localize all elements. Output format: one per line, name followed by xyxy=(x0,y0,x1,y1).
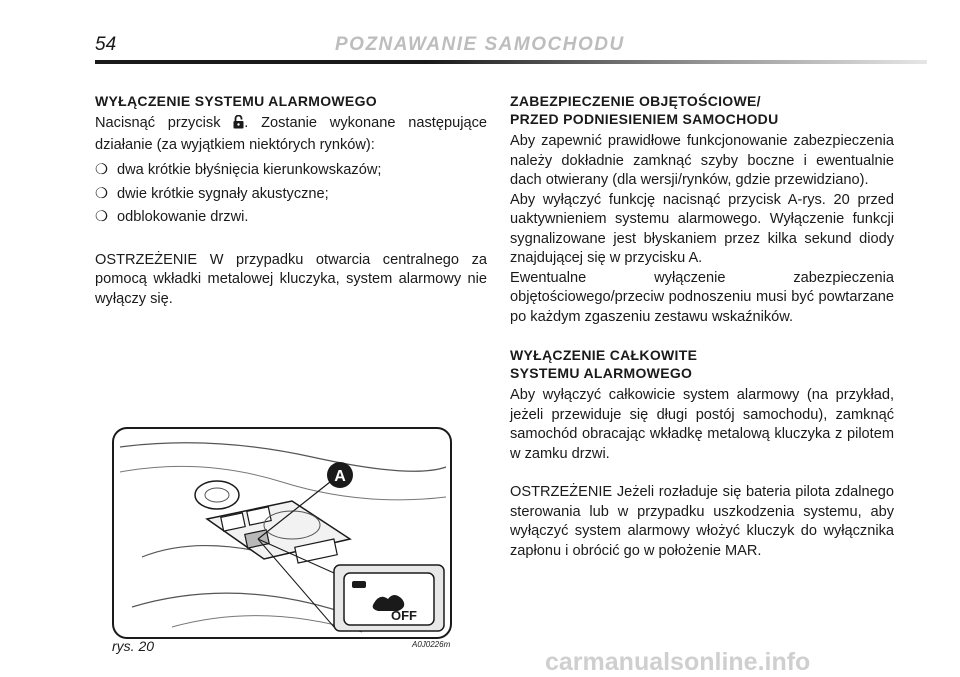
warning-paragraph xyxy=(510,483,894,561)
off-label: OFF xyxy=(391,608,417,623)
chapter-title: POZNAWANIE SAMOCHODU xyxy=(335,34,625,55)
intro-paragraph xyxy=(95,114,487,155)
list-item xyxy=(95,161,487,181)
ceiling-console-illustration xyxy=(112,427,452,639)
section-heading-alarm-off: WYŁĄCZENIE SYSTEMU ALARMOWEGO xyxy=(95,93,377,109)
paragraph: Aby zapewnić prawidłowe funkcjonowanie zabezpieczenia należy dokładnie zamknąć szyby boczne i ewentualnie dach otwierany (dla wersji/rynków, gdzie przewidziano). xyxy=(510,133,894,188)
right-column xyxy=(510,92,894,561)
spacer xyxy=(95,232,487,251)
page-number: 54 xyxy=(95,34,117,55)
heading-line: ZABEZPIECZENIE OBJĘTOŚCIOWE/ xyxy=(510,93,761,109)
page-header xyxy=(95,30,927,70)
warning-label: OSTRZEŻENIE xyxy=(510,484,613,500)
intro-text-b: . Zostanie wykonane następujące działanie (za wyjątkiem niektórych rynków): xyxy=(95,115,487,153)
led-indicator xyxy=(352,581,366,588)
list-item-text: odblokowanie drzwi. xyxy=(117,209,249,225)
paragraph: Aby wyłączyć całkowicie system alarmowy (na przykład, jeżeli przewiduje się długi postój samochodu), zamknąć samochód obracając wkładkę metalową kluczyka z pilotem w zamku drzwi. xyxy=(510,387,894,462)
warning-paragraph xyxy=(95,251,487,310)
list-item xyxy=(95,185,487,205)
watermark: carmanualsonline.info xyxy=(545,648,811,676)
list-item xyxy=(95,208,487,228)
heading-line: WYŁĄCZENIE CAŁKOWITE xyxy=(510,347,698,363)
section-heading-volumetric xyxy=(510,92,894,128)
figure-caption: rys. 20 xyxy=(112,638,155,654)
figure-code: A0J0226m xyxy=(412,640,451,649)
unlock-icon xyxy=(233,115,244,136)
warning-text: Jeżeli rozładuje się bateria pilota zdalnego sterowania lub w przypadku uszkodzenia systemu, aby wyłączyć system alarmowy włożyć kluczyk do wyłącznika zapłonu i obrócić go w położenie MAR. xyxy=(510,484,894,559)
left-column xyxy=(95,92,487,309)
spacer xyxy=(510,464,894,483)
spacer xyxy=(510,327,894,346)
callout-a-label: A xyxy=(334,468,346,485)
warning-text: W przypadku otwarcia centralnego za pomocą wkładki metalowej kluczyka, system alarmowy nie wyłączy się. xyxy=(95,251,487,307)
bullet-icon: ❍ xyxy=(95,162,109,178)
heading-line: PRZED PODNIESIENIEM SAMOCHODU xyxy=(510,111,779,127)
bullet-icon: ❍ xyxy=(95,209,109,225)
paragraph: Ewentualne wyłączenie zabezpieczenia objętościowego/przeciw podnoszeniu musi być powtarzane po każdym zgaszeniu zestawu wskaźników. xyxy=(510,269,894,325)
header-rule xyxy=(95,60,927,64)
list-item-text: dwie krótkie sygnały akustyczne; xyxy=(117,185,329,202)
warning-label: OSTRZEŻENIE xyxy=(95,251,198,268)
list-item-text: dwa krótkie błyśnięcia kierunkowskazów; xyxy=(117,162,382,178)
bullet-icon: ❍ xyxy=(95,185,109,202)
figure-illustration xyxy=(112,427,452,639)
intro-text-a: Nacisnąć przycisk xyxy=(95,115,234,131)
paragraph: Aby wyłączyć funkcję nacisnąć przycisk A-rys. 20 przed uaktywnieniem systemu alarmowego. Wyłączenie funkcji sygnalizowane jest błyskaniem przez kilka sekund diody znajdującej się w przycisku A. xyxy=(510,191,894,266)
section-heading-full-disable xyxy=(510,346,894,382)
heading-line: SYSTEMU ALARMOWEGO xyxy=(510,365,693,381)
bullet-list xyxy=(95,161,487,228)
